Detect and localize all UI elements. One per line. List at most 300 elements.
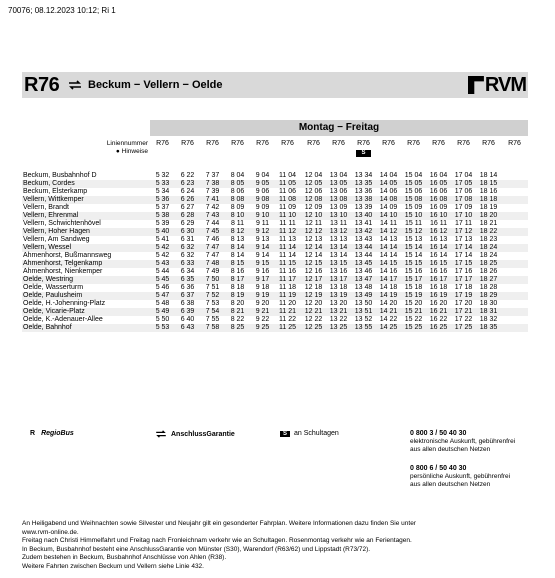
- column-header: R76: [307, 140, 320, 147]
- time-cell: 14 18: [379, 284, 398, 291]
- time-cell: 6 33: [180, 260, 195, 267]
- time-cell: 15 15: [404, 260, 423, 267]
- time-cell: 14 16: [379, 268, 398, 275]
- time-cell: 18 21: [479, 220, 498, 227]
- time-cell: 18 16: [479, 188, 498, 195]
- column-header: R76: [206, 140, 219, 147]
- time-cell: 15 17: [404, 276, 423, 283]
- time-cell: 14 21: [379, 308, 398, 315]
- time-cell: 15 16: [404, 268, 423, 275]
- time-cell: 9 13: [255, 236, 270, 243]
- time-cell: 6 38: [180, 300, 195, 307]
- time-cell: 5 43: [155, 260, 170, 267]
- time-cell: 16 04: [429, 172, 448, 179]
- time-cell: 14 20: [379, 300, 398, 307]
- time-cell: 14 11: [380, 220, 397, 227]
- time-cell: 9 14: [255, 252, 270, 259]
- day-label-bar: [150, 120, 528, 136]
- time-cell: 16 13: [429, 236, 448, 243]
- time-cell: 7 49: [205, 268, 220, 275]
- time-cell: 12 19: [304, 292, 323, 299]
- time-cell: 9 04: [255, 172, 270, 179]
- print-stamp: 70076; 08.12.2023 10:12; Ri 1: [8, 6, 116, 15]
- time-cell: 11 15: [279, 260, 296, 267]
- time-cell: 13 15: [329, 260, 348, 267]
- time-cell: 13 12: [329, 228, 348, 235]
- time-cell: 13 52: [354, 316, 373, 323]
- time-cell: 13 17: [329, 276, 348, 283]
- time-cell: 13 21: [329, 308, 348, 315]
- time-cell: 6 26: [180, 196, 195, 203]
- time-cell: 8 12: [230, 228, 245, 235]
- time-cell: 7 44: [205, 220, 220, 227]
- time-cell: 18 28: [479, 284, 498, 291]
- time-cell: 9 12: [255, 228, 270, 235]
- time-cell: 8 10: [230, 212, 245, 219]
- time-cell: 11 25: [279, 324, 296, 331]
- time-cell: 8 18: [230, 284, 245, 291]
- column-header: R76: [407, 140, 420, 147]
- stop-name: Beckum, Cordes: [23, 180, 75, 187]
- time-cell: 11 18: [279, 284, 296, 291]
- time-cell: 17 21: [454, 308, 473, 315]
- time-cell: 9 06: [255, 188, 270, 195]
- time-cell: 17 25: [454, 324, 473, 331]
- stop-name: Vellern, Am Sandweg: [23, 236, 90, 243]
- time-cell: 14 12: [379, 228, 398, 235]
- time-cell: 11 08: [279, 196, 296, 203]
- footer-notes: [22, 520, 537, 571]
- contact-personal: 0 800 6 / 50 40 30 persönliche Auskunft, gebührenfrei aus allen deutschen Netzen: [410, 465, 511, 488]
- time-cell: 11 09: [279, 204, 296, 211]
- time-cell: 11 20: [279, 300, 296, 307]
- time-cell: 8 20: [230, 300, 245, 307]
- time-cell: 8 11: [230, 220, 245, 227]
- time-cell: 9 17: [255, 276, 270, 283]
- time-cell: 5 36: [155, 196, 170, 203]
- time-cell: 5 42: [155, 252, 170, 259]
- time-cell: 7 52: [205, 292, 220, 299]
- time-cell: 14 10: [379, 212, 398, 219]
- time-cell: 13 39: [354, 204, 373, 211]
- time-cell: 13 25: [329, 324, 348, 331]
- time-cell: 18 14: [479, 172, 498, 179]
- column-header: R76: [181, 140, 194, 147]
- time-cell: 5 53: [155, 324, 170, 331]
- time-cell: 13 41: [354, 220, 373, 227]
- time-cell: 11 17: [279, 276, 296, 283]
- time-cell: 13 11: [330, 220, 347, 227]
- time-cell: 8 05: [230, 180, 245, 187]
- time-cell: 11 21: [279, 308, 296, 315]
- day-label: Montag − Freitag: [298, 122, 380, 133]
- time-cell: 13 51: [354, 308, 373, 315]
- time-cell: 17 11: [455, 220, 472, 227]
- time-cell: 8 06: [230, 188, 245, 195]
- time-cell: 18 32: [479, 316, 498, 323]
- time-cell: 12 25: [304, 324, 323, 331]
- column-header: R76: [457, 140, 470, 147]
- time-cell: 11 19: [279, 292, 296, 299]
- time-cell: 14 08: [379, 196, 398, 203]
- column-header: R76: [332, 140, 345, 147]
- time-cell: 6 39: [180, 308, 195, 315]
- time-cell: 7 50: [205, 276, 220, 283]
- stop-name: Beckum, Busbahnhof D: [23, 172, 97, 179]
- column-header: R76: [231, 140, 244, 147]
- footer-line: Freitag nach Christi Himmelfahrt und Freitag nach Fronleichnam verkehr wie an Schultagen. Rosenmontag verkehr wie an Ferientagen.: [22, 537, 412, 544]
- time-cell: 6 32: [180, 244, 195, 251]
- time-cell: 15 10: [404, 212, 423, 219]
- time-cell: 17 13: [454, 236, 473, 243]
- time-cell: 9 08: [255, 196, 270, 203]
- time-cell: 5 37: [155, 204, 170, 211]
- time-cell: 18 24: [479, 252, 498, 259]
- time-cell: 5 50: [155, 316, 170, 323]
- time-cell: 14 25: [379, 324, 398, 331]
- time-cell: 5 38: [155, 212, 170, 219]
- time-cell: 13 14: [329, 252, 348, 259]
- time-cell: 18 24: [479, 244, 498, 251]
- footer-line: Zudem bestehen in Beckum, Busbahnhof Anschlüsse von Ahlen (R38).: [22, 554, 227, 561]
- legend-regiobus: R RegioBus: [30, 430, 74, 437]
- time-cell: 6 32: [180, 252, 195, 259]
- time-cell: 6 43: [180, 324, 195, 331]
- time-cell: 7 48: [205, 260, 220, 267]
- time-cell: 13 18: [329, 284, 348, 291]
- time-cell: 12 14: [304, 252, 323, 259]
- time-cell: 13 45: [354, 260, 373, 267]
- time-cell: 12 21: [304, 308, 323, 315]
- stop-name: Vellern, Hoher Hagen: [23, 228, 90, 235]
- time-cell: 13 49: [354, 292, 373, 299]
- time-cell: 17 17: [454, 276, 473, 283]
- time-cell: 13 55: [354, 324, 373, 331]
- time-cell: 6 29: [180, 220, 195, 227]
- time-cell: 13 44: [354, 244, 373, 251]
- time-cell: 8 09: [230, 204, 245, 211]
- time-cell: 7 37: [205, 172, 220, 179]
- time-cell: 12 12: [304, 228, 323, 235]
- time-cell: 7 38: [205, 180, 220, 187]
- footer-line: Weitere Fahrten zwischen Beckum und Vellern siehe Linie 432.: [22, 562, 204, 570]
- column-header: R76: [256, 140, 269, 147]
- time-cell: 14 13: [379, 236, 398, 243]
- s-badge: S: [356, 150, 371, 157]
- stop-name: Oelde, Westring: [23, 276, 74, 283]
- time-cell: 13 05: [329, 180, 348, 187]
- time-cell: 13 36: [354, 188, 373, 195]
- time-cell: 14 19: [379, 292, 398, 299]
- time-cell: 12 16: [304, 268, 323, 275]
- time-cell: 9 20: [255, 300, 270, 307]
- time-cell: 13 43: [354, 236, 373, 243]
- time-cell: 5 49: [155, 308, 170, 315]
- time-cell: 8 16: [230, 268, 245, 275]
- stop-name: Vellern, Wittkemper: [23, 196, 84, 203]
- time-cell: 15 08: [404, 196, 423, 203]
- footer-line: In Beckum, Busbahnhof besteht eine AnschlussGarantie von Münster (S30), Warendorf (R63/62) und Lippstadt (R73/72).: [22, 545, 371, 553]
- time-cell: 11 14: [279, 244, 296, 251]
- time-cell: 5 44: [155, 268, 170, 275]
- time-cell: 8 14: [230, 252, 245, 259]
- time-cell: 15 20: [404, 300, 423, 307]
- time-cell: 8 19: [230, 292, 245, 299]
- time-cell: 17 22: [454, 316, 473, 323]
- time-cell: 18 20: [479, 212, 498, 219]
- time-cell: 18 35: [479, 324, 498, 331]
- time-cell: 13 19: [329, 292, 348, 299]
- column-header: R76: [357, 140, 370, 147]
- time-cell: 17 04: [454, 172, 473, 179]
- stop-name: Oelde, K.-Adenauer-Allee: [23, 316, 103, 323]
- legend-anschlussgarantie: AnschlussGarantie: [155, 430, 235, 438]
- time-cell: 13 35: [354, 180, 373, 187]
- time-cell: 11 12: [279, 228, 296, 235]
- time-cell: 15 22: [404, 316, 423, 323]
- time-cell: 12 15: [304, 260, 323, 267]
- footer-line: An Heiligabend und Weihnachten sowie Silvester und Neujahr gilt ein gesonderter Fahrplan. Weitere Informationen dazu finden Sie unter: [22, 520, 416, 527]
- time-cell: 13 14: [329, 244, 348, 251]
- time-cell: 9 05: [255, 180, 270, 187]
- time-cell: 16 22: [429, 316, 448, 323]
- time-cell: 16 14: [429, 252, 448, 259]
- time-cell: 17 06: [454, 188, 473, 195]
- time-cell: 15 04: [404, 172, 423, 179]
- time-cell: 6 37: [180, 292, 195, 299]
- time-cell: 12 22: [304, 316, 323, 323]
- time-cell: 13 48: [354, 284, 373, 291]
- time-cell: 5 32: [155, 172, 170, 179]
- time-cell: 7 42: [205, 204, 220, 211]
- time-cell: 17 12: [454, 228, 473, 235]
- time-cell: 12 08: [304, 196, 323, 203]
- stop-name: Oelde, H.-Johenning-Platz: [23, 300, 106, 307]
- time-cell: 17 15: [454, 260, 473, 267]
- time-cell: 14 15: [379, 260, 398, 267]
- time-cell: 18 27: [479, 276, 498, 283]
- stop-name: Vellern, Brandt: [23, 204, 69, 211]
- time-cell: 9 16: [255, 268, 270, 275]
- time-cell: 6 22: [180, 172, 195, 179]
- time-cell: 8 25: [230, 324, 245, 331]
- time-cell: 9 10: [255, 212, 270, 219]
- time-cell: 6 34: [180, 268, 195, 275]
- time-cell: 18 15: [479, 180, 498, 187]
- hints-label: ● Hinweise: [115, 148, 148, 155]
- time-cell: 14 09: [379, 204, 398, 211]
- time-cell: 12 09: [304, 204, 323, 211]
- time-cell: 5 34: [155, 188, 170, 195]
- time-cell: 15 11: [405, 220, 422, 227]
- time-cell: 6 31: [180, 236, 195, 243]
- time-cell: 17 18: [454, 284, 473, 291]
- time-cell: 6 30: [180, 228, 195, 235]
- time-cell: 16 19: [429, 292, 448, 299]
- time-cell: 8 21: [230, 308, 245, 315]
- time-cell: 13 08: [329, 196, 348, 203]
- route-header: [22, 72, 528, 98]
- time-cell: 9 25: [255, 324, 270, 331]
- time-cell: 16 16: [429, 268, 448, 275]
- time-cell: 16 15: [429, 260, 448, 267]
- time-cell: 16 21: [429, 308, 448, 315]
- time-cell: 17 08: [454, 196, 473, 203]
- time-cell: 11 11: [279, 220, 296, 227]
- time-cell: 9 11: [255, 220, 270, 227]
- time-cell: 15 12: [404, 228, 423, 235]
- time-cell: 16 11: [430, 220, 447, 227]
- time-cell: 18 19: [479, 204, 498, 211]
- time-cell: 14 06: [379, 188, 398, 195]
- column-header: R76: [482, 140, 495, 147]
- legend-schultagen: S an Schultagen: [280, 430, 339, 437]
- time-cell: 9 18: [255, 284, 270, 291]
- time-cell: 6 24: [180, 188, 195, 195]
- time-cell: 14 22: [379, 316, 398, 323]
- time-cell: 8 22: [230, 316, 245, 323]
- stop-name: Ahmenhorst, Bußmannsweg: [23, 252, 112, 259]
- stop-name: Oelde, Vicarie-Platz: [23, 308, 85, 315]
- time-cell: 11 04: [279, 172, 296, 179]
- time-cell: 14 04: [379, 172, 398, 179]
- time-cell: 12 18: [304, 284, 323, 291]
- time-cell: 5 45: [155, 276, 170, 283]
- time-cell: 16 14: [429, 244, 448, 251]
- time-cell: 14 14: [379, 252, 398, 259]
- time-cell: 8 08: [230, 196, 245, 203]
- time-cell: 12 17: [304, 276, 323, 283]
- time-cell: 17 19: [454, 292, 473, 299]
- time-cell: 9 14: [255, 244, 270, 251]
- time-cell: 13 13: [329, 236, 348, 243]
- time-cell: 13 44: [354, 252, 373, 259]
- time-cell: 8 14: [230, 244, 245, 251]
- time-cell: 17 14: [454, 252, 473, 259]
- time-cell: 7 53: [205, 300, 220, 307]
- time-cell: 5 47: [155, 292, 170, 299]
- time-cell: 11 06: [279, 188, 296, 195]
- footer-line: www.rvm-online.de.: [22, 528, 79, 536]
- time-cell: 12 13: [304, 236, 323, 243]
- time-cell: 7 54: [205, 308, 220, 315]
- time-cell: 12 14: [304, 244, 323, 251]
- time-cell: 16 06: [429, 188, 448, 195]
- time-cell: 11 22: [279, 316, 296, 323]
- rvm-logo: RVM: [468, 75, 526, 95]
- time-cell: 14 17: [379, 276, 398, 283]
- time-cell: 9 15: [255, 260, 270, 267]
- time-cell: 18 26: [479, 268, 498, 275]
- time-cell: 6 35: [180, 276, 195, 283]
- time-cell: 13 46: [354, 268, 373, 275]
- time-cell: 5 42: [155, 244, 170, 251]
- stop-name: Oelde, Paulusheim: [23, 292, 83, 299]
- column-header: R76: [156, 140, 169, 147]
- time-cell: 18 23: [479, 236, 498, 243]
- time-cell: 7 41: [205, 196, 220, 203]
- time-cell: 18 22: [479, 228, 498, 235]
- time-cell: 16 18: [429, 284, 448, 291]
- time-cell: 15 18: [404, 284, 423, 291]
- time-cell: 9 21: [255, 308, 270, 315]
- time-cell: 8 04: [230, 172, 245, 179]
- contact-electronic: 0 800 3 / 50 40 30 elektronische Auskunft, gebührenfrei aus allen deutschen Netzen: [410, 430, 516, 453]
- time-cell: 17 05: [454, 180, 473, 187]
- time-cell: 11 05: [279, 180, 296, 187]
- time-cell: 5 48: [155, 300, 170, 307]
- time-cell: 7 43: [205, 212, 220, 219]
- time-cell: 13 20: [329, 300, 348, 307]
- stop-name: Oelde, Bahnhof: [23, 324, 72, 331]
- stop-name: Vellern, Schwichtenhövel: [23, 220, 101, 227]
- time-cell: 7 47: [205, 252, 220, 259]
- time-cell: 6 27: [180, 204, 195, 211]
- time-cell: 15 14: [404, 244, 423, 251]
- time-cell: 18 30: [479, 300, 498, 307]
- time-cell: 8 15: [230, 260, 245, 267]
- time-cell: 9 22: [255, 316, 270, 323]
- time-cell: 7 39: [205, 188, 220, 195]
- time-cell: 9 19: [255, 292, 270, 299]
- time-cell: 12 20: [304, 300, 323, 307]
- time-cell: 9 09: [255, 204, 270, 211]
- time-cell: 13 09: [329, 204, 348, 211]
- time-cell: 13 40: [354, 212, 373, 219]
- time-cell: 11 14: [279, 252, 296, 259]
- time-cell: 16 20: [429, 300, 448, 307]
- stop-name: Ahmenhorst, Nienkemper: [23, 268, 103, 275]
- time-cell: 12 04: [304, 172, 323, 179]
- time-cell: 6 28: [180, 212, 195, 219]
- time-cell: 12 10: [304, 212, 323, 219]
- time-cell: 17 20: [454, 300, 473, 307]
- time-cell: 15 25: [404, 324, 423, 331]
- time-cell: 13 34: [354, 172, 373, 179]
- time-cell: 14 05: [379, 180, 398, 187]
- time-cell: 15 05: [404, 180, 423, 187]
- time-cell: 18 18: [479, 196, 498, 203]
- route-title: Beckum − Vellern − Oelde: [88, 79, 223, 91]
- stop-name: Ahmenhorst, Telgenkamp: [23, 260, 103, 267]
- time-cell: 5 33: [155, 180, 170, 187]
- time-cell: 13 04: [329, 172, 348, 179]
- anschlussgarantie-icon: [155, 430, 167, 438]
- time-cell: 15 21: [404, 308, 423, 315]
- time-cell: 15 06: [404, 188, 423, 195]
- time-cell: 5 40: [155, 228, 170, 235]
- time-cell: 12 06: [304, 188, 323, 195]
- time-cell: 16 17: [429, 276, 448, 283]
- stop-name: Beckum, Elsterkamp: [23, 188, 88, 195]
- time-cell: 13 06: [329, 188, 348, 195]
- time-cell: 11 10: [279, 212, 296, 219]
- time-cell: 14 14: [379, 244, 398, 251]
- time-cell: 6 36: [180, 284, 195, 291]
- time-cell: 13 38: [354, 196, 373, 203]
- line-number-label: Liniennummer: [106, 140, 148, 147]
- time-cell: 16 08: [429, 196, 448, 203]
- time-cell: 18 29: [479, 292, 498, 299]
- time-cell: 7 46: [205, 236, 220, 243]
- time-cell: 5 41: [155, 236, 170, 243]
- time-cell: 17 09: [454, 204, 473, 211]
- route-number: R76: [24, 74, 60, 96]
- time-cell: 15 19: [404, 292, 423, 299]
- time-cell: 7 47: [205, 244, 220, 251]
- time-cell: 15 13: [404, 236, 423, 243]
- time-cell: 12 05: [304, 180, 323, 187]
